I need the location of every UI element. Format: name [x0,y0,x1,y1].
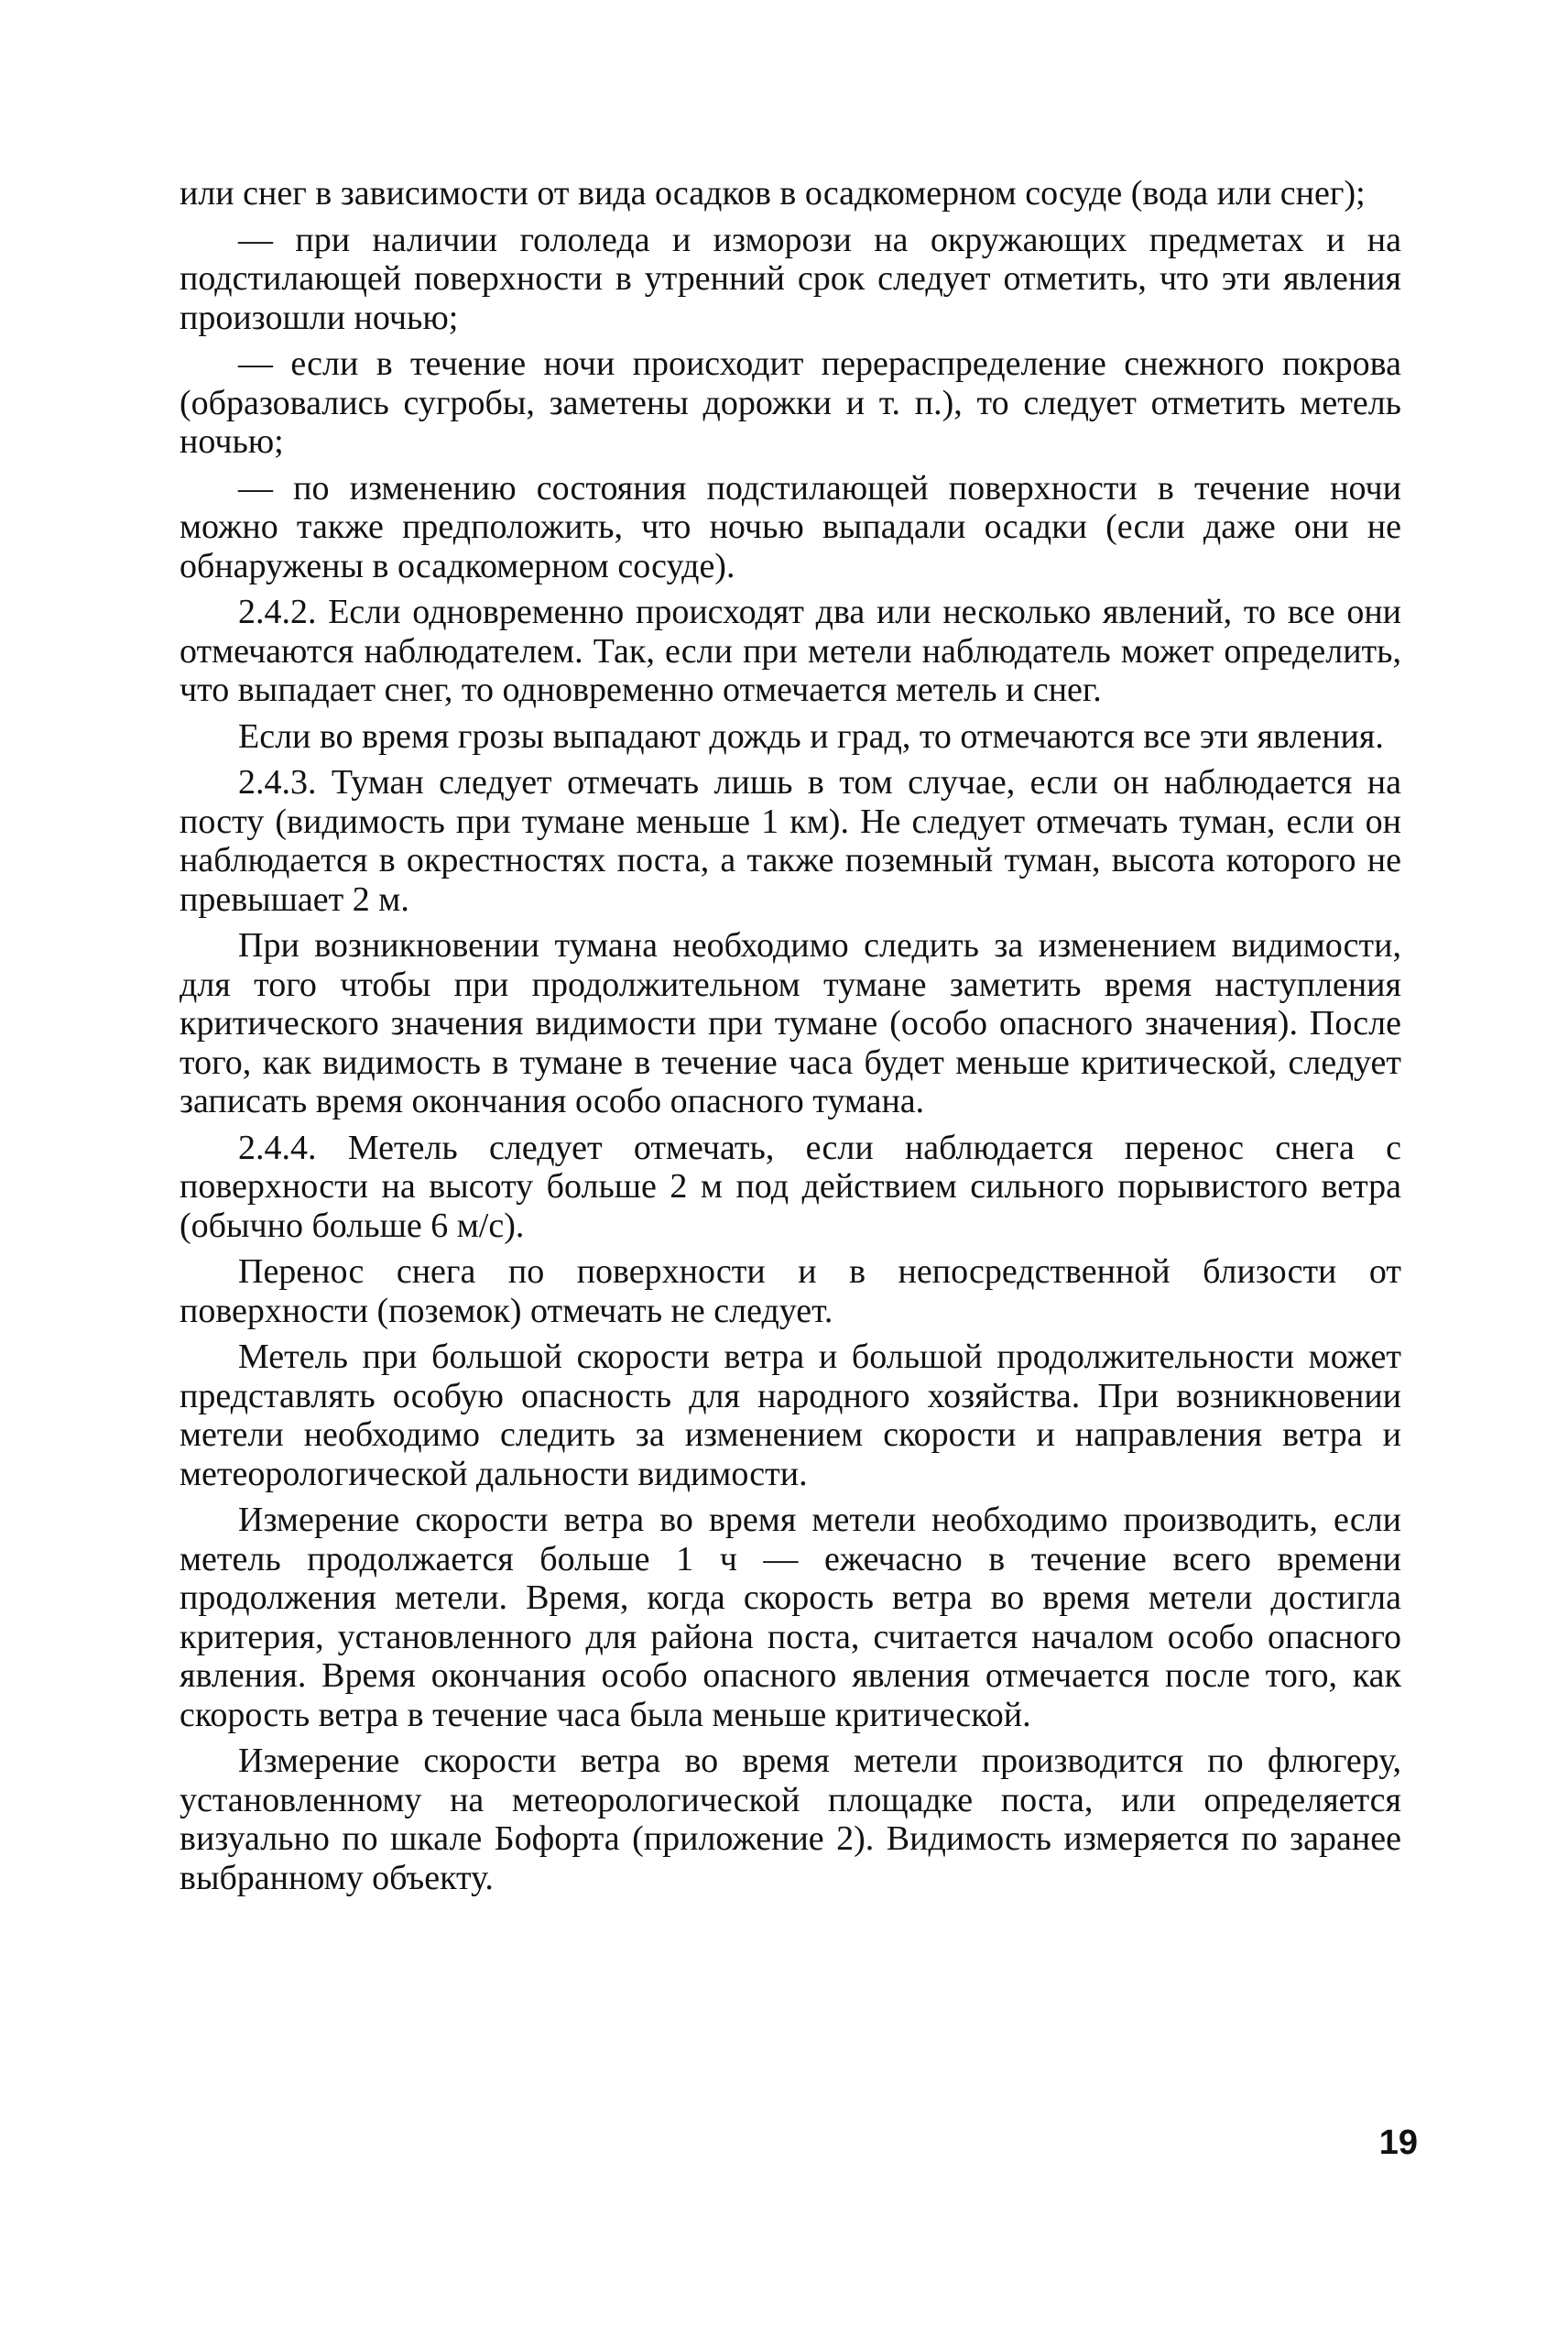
paragraph-drifting-snow: Перенос снега по поверхности и в непосредственной близости от поверхности (поземок) отмечать не следует. [180,1252,1401,1330]
paragraph-wind-vane: Измерение скорости ветра во время метели производится по флюгеру, установленному на метеорологической площадке поста, или определяется визуально по шкале Бофорта (приложение 2). Видимость измеряется по заранее выбранному объекту. [180,1742,1401,1897]
paragraph-glaze-frost: — при наличии гололеда и изморози на окружающих предметах и на подстилающей поверхности в утренний срок следует отметить, что эти явления произошли ночью; [180,220,1401,337]
paragraph-thunderstorm: Если во время грозы выпадают дождь и град, то отмечаются все эти явления. [238,716,1384,756]
paragraph-fog-visibility: При возникновении тумана необходимо следить за изменением видимости, для того чтобы при продолжительном тумане заметить время наступления критического значения видимости при тумане (особо опасного значения). После того, как видимость в тумане в течение часа будет меньше критической, следует записать время окончания особо опасного тумана. [180,926,1401,1120]
paragraph-section-2-4-3: 2.4.3. Туман следует отмечать лишь в том случае, если он наблюдается на посту (видимость при тумане меньше 1 км). Не следует отмечать туман, если он наблюдается в окрестностях поста, а также поземный туман, высота которого не превышает 2 м. [180,763,1401,919]
page-number: 19 [1378,2124,1418,2162]
paragraph-surface-change: — по изменению состояния подстилающей поверхности в течение ночи можно также предположить, что ночью выпадали осадки (если даже они не обнаружены в осадкомерном сосуде). [180,468,1401,585]
paragraph-continuation: или снег в зависимости от вида осадков в осадкомерном сосуде (вода или снег); [180,174,1366,213]
paragraph-blizzard-danger: Метель при большой скорости ветра и большой продолжительности может представлять особую опасность для народного хозяйства. При возникновении метели необходимо следить за изменением скорости и направления ветра и метеорологической дальности видимости. [180,1338,1401,1493]
paragraph-snow-redistribution: — если в течение ночи происходит перераспределение снежного покрова (образовались сугробы, заметены дорожки и т. п.), то следует отметить метель ночью; [180,344,1401,461]
paragraph-section-2-4-2: 2.4.2. Если одновременно происходят два или несколько явлений, то все они отмечаются наблюдателем. Так, если при метели наблюдатель может определить, что выпадает снег, то одновременно отмечается метель и снег. [180,593,1401,709]
paragraph-section-2-4-4: 2.4.4. Метель следует отмечать, если наблюдается перенос снега с поверхности на высоту больше 2 м под действием сильного порывистого ветра (обычно больше 6 м/с). [180,1128,1401,1245]
paragraph-wind-measurement: Измерение скорости ветра во время метели необходимо производить, если метель продолжается больше 1 ч — ежечасно в течение всего времени продолжения метели. Время, когда скорость ветра во время метели достигла критерия, установленного для района поста, считается началом особо опасного явления. Время окончания особо опасного явления отмечается после того, как скорость ветра в течение часа была меньше критической. [180,1501,1401,1734]
page-body [180,174,1401,1905]
